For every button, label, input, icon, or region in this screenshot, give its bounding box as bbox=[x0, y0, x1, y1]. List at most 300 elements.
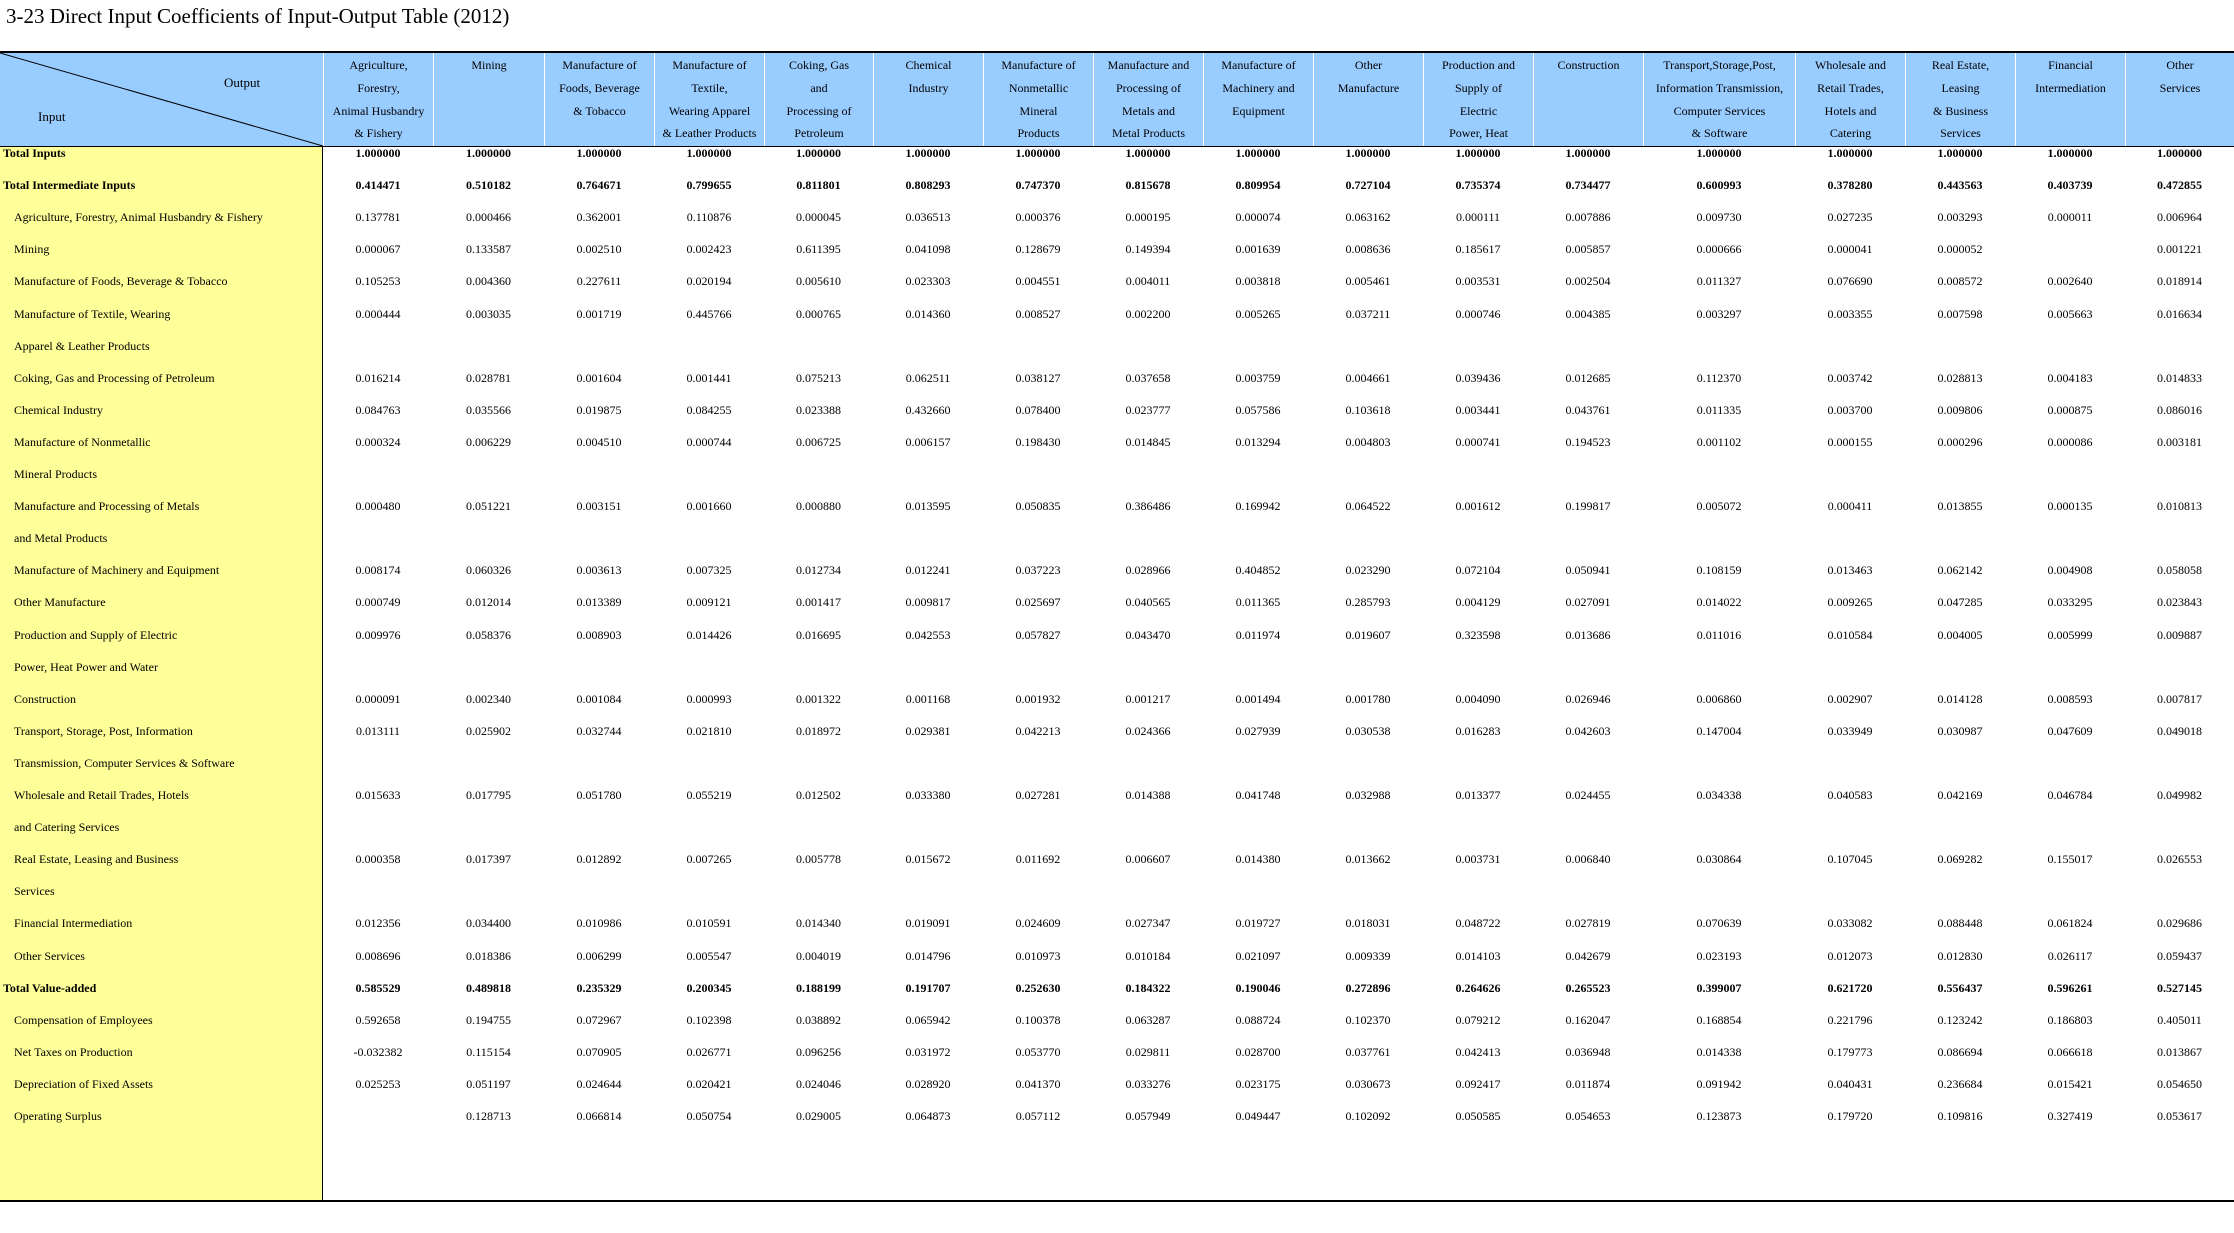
row-label: Total Value-added bbox=[3, 980, 97, 995]
table-cell: 0.088448 bbox=[1937, 916, 1983, 931]
table-cell: 0.027347 bbox=[1125, 916, 1171, 931]
row-label: Total Intermediate Inputs bbox=[3, 178, 136, 193]
table-cell: 0.018914 bbox=[2157, 274, 2202, 289]
table-cell: 0.000376 bbox=[1015, 210, 1061, 225]
table-cell: 0.014380 bbox=[1235, 852, 1281, 867]
table-cell: 0.014360 bbox=[905, 306, 951, 321]
column-header: Manufacture of Textile, Wearing Apparel & Leather Products bbox=[654, 53, 764, 146]
table-cell: 0.069282 bbox=[1937, 852, 1983, 867]
table-cell: 0.000091 bbox=[355, 691, 401, 706]
table-cell: 0.199817 bbox=[1565, 499, 1611, 514]
column-header: Manufacture and Processing of Metals and Metal Products bbox=[1093, 53, 1203, 146]
table-cell: 0.047609 bbox=[2047, 723, 2093, 738]
table-cell: 0.007265 bbox=[686, 852, 732, 867]
table-cell: 0.102398 bbox=[686, 1012, 732, 1027]
table-cell: 0.005461 bbox=[1345, 274, 1391, 289]
table-cell: 0.088724 bbox=[1235, 1012, 1281, 1027]
table-cell: 0.062511 bbox=[905, 370, 951, 385]
table-cell: 0.000746 bbox=[1455, 306, 1501, 321]
row-label: Manufacture and Processing of Metals bbox=[14, 499, 200, 514]
table-cell: 0.061824 bbox=[2047, 916, 2093, 931]
table-cell: 0.611395 bbox=[796, 242, 841, 257]
table-cell: 0.386486 bbox=[1125, 499, 1171, 514]
table-cell: 0.040565 bbox=[1125, 595, 1171, 610]
row-label: Other Manufacture bbox=[14, 595, 106, 610]
table-cell: 0.009887 bbox=[2157, 627, 2202, 642]
table-cell: 0.037211 bbox=[1345, 306, 1391, 321]
table-cell: 0.079212 bbox=[1455, 1012, 1501, 1027]
table-cell: 0.004661 bbox=[1345, 370, 1391, 385]
table-cell: 0.008572 bbox=[1937, 274, 1983, 289]
column-header: Mining bbox=[433, 53, 544, 146]
corner-header-cell bbox=[0, 53, 323, 146]
table-cell: 0.596261 bbox=[2047, 980, 2093, 995]
table-cell: 0.128713 bbox=[466, 1109, 511, 1123]
table-cell: 0.001719 bbox=[576, 306, 622, 321]
table-cell: 0.050835 bbox=[1015, 499, 1061, 514]
table-cell: 0.123242 bbox=[1937, 1012, 1983, 1027]
table-cell: 0.041748 bbox=[1235, 788, 1281, 802]
table-cell: 0.017795 bbox=[466, 788, 511, 802]
table-cell: 0.021097 bbox=[1235, 948, 1281, 963]
table-cell: 1.000000 bbox=[686, 146, 732, 160]
table-cell: 0.005265 bbox=[1235, 306, 1281, 321]
table-cell: 0.042413 bbox=[1455, 1044, 1501, 1059]
table-cell: 0.004908 bbox=[2047, 563, 2093, 578]
table-cell: 0.002510 bbox=[576, 242, 622, 257]
table-cell: 0.011974 bbox=[1235, 627, 1281, 642]
table-cell: 0.004183 bbox=[2047, 370, 2093, 385]
table-cell: 0.034400 bbox=[466, 916, 511, 931]
table-cell: 0.000880 bbox=[796, 499, 841, 514]
table-cell: 0.014103 bbox=[1455, 948, 1501, 963]
table-cell: 0.036948 bbox=[1565, 1044, 1611, 1059]
table-cell: 0.013867 bbox=[2157, 1044, 2202, 1059]
table-cell: 0.011335 bbox=[1696, 402, 1742, 417]
table-cell: 0.072104 bbox=[1455, 563, 1501, 578]
row-label: Coking, Gas and Processing of Petroleum bbox=[14, 370, 215, 385]
table-cell: 0.815678 bbox=[1125, 178, 1171, 193]
table-cell: 0.000993 bbox=[686, 691, 732, 706]
table-cell: 0.000875 bbox=[2047, 402, 2093, 417]
table-cell: 1.000000 bbox=[1455, 146, 1501, 160]
table-cell: 0.115154 bbox=[466, 1044, 511, 1059]
table-cell: 0.066618 bbox=[2047, 1044, 2093, 1059]
table-cell: 0.003151 bbox=[576, 499, 622, 514]
table-cell: 0.016214 bbox=[355, 370, 401, 385]
table-cell: 0.032988 bbox=[1345, 788, 1391, 802]
table-cell: 0.137781 bbox=[355, 210, 401, 225]
table-cell: 0.399007 bbox=[1696, 980, 1742, 995]
table-cell: 0.110876 bbox=[686, 210, 732, 225]
table-cell: 0.000195 bbox=[1125, 210, 1171, 225]
table-cell: 0.004090 bbox=[1455, 691, 1501, 706]
table-cell: 0.042169 bbox=[1937, 788, 1983, 802]
table-cell: 0.030987 bbox=[1937, 723, 1983, 738]
table-cell: 0.103618 bbox=[1345, 402, 1391, 417]
table-cell: 0.010813 bbox=[2157, 499, 2202, 514]
table-cell: 0.026946 bbox=[1565, 691, 1611, 706]
table-header bbox=[0, 53, 2234, 147]
table-cell: 0.405011 bbox=[2157, 1012, 2202, 1027]
table-cell: 0.004510 bbox=[576, 434, 622, 449]
table-cell: 0.006725 bbox=[796, 434, 841, 449]
table-cell: 0.010591 bbox=[686, 916, 732, 931]
table-cell: 0.009730 bbox=[1696, 210, 1742, 225]
table-cell: 0.015421 bbox=[2047, 1076, 2093, 1091]
table-cell: 0.000358 bbox=[355, 852, 401, 867]
column-header: Chemical Industry bbox=[873, 53, 983, 146]
table-cell: 0.054650 bbox=[2157, 1076, 2202, 1091]
row-label-column bbox=[0, 147, 323, 1200]
row-label: Manufacture of Nonmetallic bbox=[14, 434, 151, 449]
row-label: Manufacture of Textile, Wearing bbox=[14, 306, 171, 321]
table-cell: 0.001660 bbox=[686, 499, 732, 514]
table-cell: 0.265523 bbox=[1565, 980, 1611, 995]
column-header: Coking, Gas and Processing of Petroleum bbox=[764, 53, 873, 146]
table-cell: 0.057827 bbox=[1015, 627, 1061, 642]
table-cell: 0.000045 bbox=[796, 210, 841, 225]
table-cell: 0.011365 bbox=[1235, 595, 1281, 610]
table-cell: 0.063287 bbox=[1125, 1012, 1171, 1027]
table-cell: 0.285793 bbox=[1345, 595, 1391, 610]
table-cell: 0.086694 bbox=[1937, 1044, 1983, 1059]
row-label: Manufacture of Machinery and Equipment bbox=[14, 563, 220, 578]
table-cell: 0.600993 bbox=[1696, 178, 1742, 193]
table-cell: 0.004551 bbox=[1015, 274, 1061, 289]
table-cell: 0.012830 bbox=[1937, 948, 1983, 963]
table-cell: 0.190046 bbox=[1235, 980, 1281, 995]
table-cell: 0.040431 bbox=[1827, 1076, 1873, 1091]
table-cell: 0.028920 bbox=[905, 1076, 951, 1091]
table-cell: 0.038892 bbox=[796, 1012, 841, 1027]
table-cell: 0.006299 bbox=[576, 948, 622, 963]
table-cell: 0.001604 bbox=[576, 370, 622, 385]
row-label: Financial Intermediation bbox=[14, 916, 133, 931]
table-cell: 0.012356 bbox=[355, 916, 401, 931]
table-cell: 0.108159 bbox=[1696, 563, 1742, 578]
table-cell: 0.023193 bbox=[1696, 948, 1742, 963]
table-cell: 0.005547 bbox=[686, 948, 732, 963]
table-cell: 0.010986 bbox=[576, 916, 622, 931]
column-header: Agriculture, Forestry, Animal Husbandry & Fishery bbox=[323, 53, 433, 146]
column-header: Manufacture of Foods, Beverage & Tobacco bbox=[544, 53, 654, 146]
table-cell: 0.003293 bbox=[1937, 210, 1983, 225]
table-cell: 0.078400 bbox=[1015, 402, 1061, 417]
table-cell: 1.000000 bbox=[1235, 146, 1281, 160]
table-cell: 0.003035 bbox=[466, 306, 511, 321]
table-cell: 0.221796 bbox=[1827, 1012, 1873, 1027]
table-cell: 0.194523 bbox=[1565, 434, 1611, 449]
table-cell: 0.020421 bbox=[686, 1076, 732, 1091]
table-cell: 0.027281 bbox=[1015, 788, 1061, 802]
table-cell: 0.001168 bbox=[905, 691, 951, 706]
table-cell: 0.019727 bbox=[1235, 916, 1281, 931]
table-cell: 0.029811 bbox=[1125, 1044, 1171, 1059]
table-cell: 0.100378 bbox=[1015, 1012, 1061, 1027]
table-cell: 1.000000 bbox=[1827, 146, 1873, 160]
table-cell: 0.000466 bbox=[466, 210, 511, 225]
table-cell: 0.014340 bbox=[796, 916, 841, 931]
table-cell: 0.062142 bbox=[1937, 563, 1983, 578]
table-cell: 0.004360 bbox=[466, 274, 511, 289]
table-cell: 0.123873 bbox=[1696, 1109, 1742, 1123]
table-cell: 0.028813 bbox=[1937, 370, 1983, 385]
table-cell: 0.472855 bbox=[2157, 178, 2202, 193]
row-label: Construction bbox=[14, 691, 76, 706]
table-cell: 0.043761 bbox=[1565, 402, 1611, 417]
table-cell: 0.198430 bbox=[1015, 434, 1061, 449]
table-cell: 0.058376 bbox=[466, 627, 511, 642]
table-cell: 0.179773 bbox=[1827, 1044, 1873, 1059]
table-cell: 0.037761 bbox=[1345, 1044, 1391, 1059]
table-cell: 1.000000 bbox=[1565, 146, 1611, 160]
table-cell: 0.023388 bbox=[796, 402, 841, 417]
table-cell: 0.003355 bbox=[1827, 306, 1873, 321]
table-cell: 0.001102 bbox=[1696, 434, 1742, 449]
table-cell: 0.010973 bbox=[1015, 948, 1061, 963]
table-cell: 0.112370 bbox=[1696, 370, 1742, 385]
table-cell: 1.000000 bbox=[1125, 146, 1171, 160]
table-cell: 0.556437 bbox=[1937, 980, 1983, 995]
table-cell: 0.004011 bbox=[1125, 274, 1171, 289]
table-cell: 0.200345 bbox=[686, 980, 732, 995]
table-cell: 0.003759 bbox=[1235, 370, 1281, 385]
table-cell: 0.013855 bbox=[1937, 499, 1983, 514]
input-axis-label: Input bbox=[38, 109, 66, 124]
table-cell: 0.002423 bbox=[686, 242, 732, 257]
table-cell: 0.092417 bbox=[1455, 1076, 1501, 1091]
table-cell: 0.021810 bbox=[686, 723, 732, 738]
table-cell: 0.149394 bbox=[1125, 242, 1171, 257]
table-cell: 0.000744 bbox=[686, 434, 732, 449]
table-cell: 1.000000 bbox=[1937, 146, 1983, 160]
row-label: Mineral Products bbox=[14, 467, 97, 481]
table-cell: 0.404852 bbox=[1235, 563, 1281, 578]
table-cell: 0.063162 bbox=[1345, 210, 1391, 225]
table-cell: 0.014388 bbox=[1125, 788, 1171, 802]
table-cell: 0.621720 bbox=[1827, 980, 1873, 995]
table-cell: 0.050585 bbox=[1455, 1109, 1501, 1123]
row-label: Manufacture of Foods, Beverage & Tobacco bbox=[14, 274, 228, 289]
table-cell: 0.029381 bbox=[905, 723, 951, 738]
table-cell: 0.041098 bbox=[905, 242, 951, 257]
table-cell: 0.008696 bbox=[355, 948, 401, 963]
table-cell: 0.040583 bbox=[1827, 788, 1873, 802]
table-cell: 0.032744 bbox=[576, 723, 622, 738]
column-header: Manufacture of Nonmetallic Mineral Products bbox=[983, 53, 1093, 146]
table-cell: 0.023777 bbox=[1125, 402, 1171, 417]
table-cell: 0.000155 bbox=[1827, 434, 1873, 449]
table-cell: 0.064522 bbox=[1345, 499, 1391, 514]
table-cell: 0.194755 bbox=[466, 1012, 511, 1027]
table-cell: 0.264626 bbox=[1455, 980, 1501, 995]
table-cell: 0.057949 bbox=[1125, 1109, 1171, 1123]
table-cell: 0.025697 bbox=[1015, 595, 1061, 610]
table-cell: 0.051221 bbox=[466, 499, 511, 514]
table-cell: 0.008636 bbox=[1345, 242, 1391, 257]
table-cell: 0.000135 bbox=[2047, 499, 2093, 514]
table-cell: 0.003818 bbox=[1235, 274, 1281, 289]
table-cell: 0.000324 bbox=[355, 434, 401, 449]
table-cell: 0.035566 bbox=[466, 402, 511, 417]
table-cell: 0.227611 bbox=[576, 274, 622, 289]
row-label: Other Services bbox=[14, 948, 85, 963]
table-cell: 0.000296 bbox=[1937, 434, 1983, 449]
table-cell: 0.033295 bbox=[2047, 595, 2093, 610]
table-cell: 0.013662 bbox=[1345, 852, 1391, 867]
table-cell: 0.272896 bbox=[1345, 980, 1391, 995]
table-cell: 0.000749 bbox=[355, 595, 401, 610]
table-cell: 0.013686 bbox=[1565, 627, 1611, 642]
table-cell: 0.236684 bbox=[1937, 1076, 1983, 1091]
table-cell: 0.378280 bbox=[1827, 178, 1873, 193]
table-cell: 0.005778 bbox=[796, 852, 841, 867]
table-cell: 0.024046 bbox=[796, 1076, 841, 1091]
table-cell: 1.000000 bbox=[905, 146, 951, 160]
io-coefficient-table bbox=[0, 51, 2234, 1202]
row-label: Compensation of Employees bbox=[14, 1012, 153, 1027]
table-cell: 0.808293 bbox=[905, 178, 951, 193]
table-cell: 0.179720 bbox=[1827, 1109, 1873, 1123]
table-cell: 0.039436 bbox=[1455, 370, 1501, 385]
table-cell: 0.000041 bbox=[1827, 242, 1873, 257]
table-cell: 0.001639 bbox=[1235, 242, 1281, 257]
table-cell: 0.185617 bbox=[1455, 242, 1501, 257]
table-cell: 0.403739 bbox=[2047, 178, 2093, 193]
table-cell: 0.030673 bbox=[1345, 1076, 1391, 1091]
table-cell: 0.084763 bbox=[355, 402, 401, 417]
table-cell: 0.010184 bbox=[1125, 948, 1171, 963]
row-label: Real Estate, Leasing and Business bbox=[14, 852, 179, 867]
table-cell: 1.000000 bbox=[796, 146, 841, 160]
table-cell: 0.009817 bbox=[905, 595, 951, 610]
table-cell: 0.443563 bbox=[1937, 178, 1983, 193]
table-cell: 0.109816 bbox=[1937, 1109, 1983, 1123]
table-cell: 0.000067 bbox=[355, 242, 401, 257]
table-cell: 0.006229 bbox=[466, 434, 511, 449]
table-cell: 0.002340 bbox=[466, 691, 511, 706]
table-cell: 0.006840 bbox=[1565, 852, 1611, 867]
table-cell: 0.000074 bbox=[1235, 210, 1281, 225]
table-cell: 0.075213 bbox=[796, 370, 841, 385]
table-cell: 0.105253 bbox=[355, 274, 401, 289]
row-label: Transport, Storage, Post, Information bbox=[14, 723, 193, 738]
table-cell: 0.000741 bbox=[1455, 434, 1501, 449]
table-cell: 0.091942 bbox=[1696, 1076, 1742, 1091]
table-cell: 0.001217 bbox=[1125, 691, 1171, 706]
row-label: Total Inputs bbox=[3, 146, 66, 160]
row-label: Net Taxes on Production bbox=[14, 1044, 133, 1059]
table-cell: 0.027939 bbox=[1235, 723, 1281, 738]
table-cell: 0.034338 bbox=[1696, 788, 1742, 802]
table-cell: 0.001441 bbox=[686, 370, 732, 385]
table-cell: 0.811801 bbox=[796, 178, 841, 193]
table-cell: 0.799655 bbox=[686, 178, 732, 193]
table-cell: 0.003297 bbox=[1696, 306, 1742, 321]
table-cell: 0.012892 bbox=[576, 852, 622, 867]
table-cell: 0.000411 bbox=[1827, 499, 1873, 514]
page-title: 3-23 Direct Input Coefficients of Input-Output Table (2012) bbox=[6, 4, 510, 28]
table-cell: 0.018972 bbox=[796, 723, 841, 738]
table-cell: 0.009339 bbox=[1345, 948, 1391, 963]
table-cell: 0.005857 bbox=[1565, 242, 1611, 257]
column-header: Manufacture of Machinery and Equipment bbox=[1203, 53, 1313, 146]
table-cell: 0.003613 bbox=[576, 563, 622, 578]
table-cell: 0.007325 bbox=[686, 563, 732, 578]
table-cell: 0.060326 bbox=[466, 563, 511, 578]
table-cell: 0.013294 bbox=[1235, 434, 1281, 449]
table-cell: 0.527145 bbox=[2157, 980, 2202, 995]
table-cell: 0.003700 bbox=[1827, 402, 1873, 417]
table-cell: 0.033276 bbox=[1125, 1076, 1171, 1091]
table-cell: 0.011016 bbox=[1696, 627, 1742, 642]
table-cell: 0.051780 bbox=[576, 788, 622, 802]
table-cell: 0.004005 bbox=[1937, 627, 1983, 642]
table-cell: 0.049982 bbox=[2157, 788, 2202, 802]
table-cell: 0.000480 bbox=[355, 499, 401, 514]
table-cell: 0.323598 bbox=[1455, 627, 1501, 642]
table-cell: 0.057586 bbox=[1235, 402, 1281, 417]
table-cell: 0.169942 bbox=[1235, 499, 1281, 514]
table-cell: 0.001612 bbox=[1455, 499, 1501, 514]
column-header: Construction bbox=[1533, 53, 1643, 146]
row-label: Services bbox=[14, 884, 55, 899]
table-cell: 0.058058 bbox=[2157, 563, 2202, 578]
table-cell: 0.031972 bbox=[905, 1044, 951, 1059]
table-cell: 0.014426 bbox=[686, 627, 732, 642]
table-cell: 0.012073 bbox=[1827, 948, 1873, 963]
table-cell: 0.026553 bbox=[2157, 852, 2202, 867]
table-cell: 0.057112 bbox=[1015, 1109, 1061, 1123]
table-cell: 0.015633 bbox=[355, 788, 401, 802]
table-cell: 0.000052 bbox=[1937, 242, 1983, 257]
table-cell: 0.012014 bbox=[466, 595, 511, 610]
row-label: Depreciation of Fixed Assets bbox=[14, 1076, 153, 1091]
table-cell: 0.027819 bbox=[1565, 916, 1611, 931]
row-label: Power, Heat Power and Water bbox=[14, 659, 158, 674]
table-cell: 0.028781 bbox=[466, 370, 511, 385]
table-cell: 0.445766 bbox=[686, 306, 732, 321]
table-cell: 0.014845 bbox=[1125, 434, 1171, 449]
table-cell: 0.024366 bbox=[1125, 723, 1171, 738]
table-cell: 0.734477 bbox=[1565, 178, 1611, 193]
table-cell: 0.592658 bbox=[355, 1012, 401, 1027]
table-cell: 0.107045 bbox=[1827, 852, 1873, 867]
table-cell: 0.036513 bbox=[905, 210, 951, 225]
table-cell: 0.235329 bbox=[576, 980, 622, 995]
table-cell: 0.002907 bbox=[1827, 691, 1873, 706]
table-cell: 0.362001 bbox=[576, 210, 622, 225]
table-cell: 0.037658 bbox=[1125, 370, 1171, 385]
row-label: and Catering Services bbox=[14, 820, 120, 835]
column-header: Other Manufacture bbox=[1313, 53, 1423, 146]
table-cell: 0.252630 bbox=[1015, 980, 1061, 995]
table-cell: 0.001417 bbox=[796, 595, 841, 610]
table-cell: 0.028700 bbox=[1235, 1044, 1281, 1059]
table-cell: 0.033082 bbox=[1827, 916, 1873, 931]
table-cell: 0.027091 bbox=[1565, 595, 1611, 610]
row-label: Apparel & Leather Products bbox=[14, 338, 150, 353]
table-cell: 0.016283 bbox=[1455, 723, 1501, 738]
table-cell: 0.038127 bbox=[1015, 370, 1061, 385]
table-cell: 0.001322 bbox=[796, 691, 841, 706]
table-cell: 0.023290 bbox=[1345, 563, 1391, 578]
table-cell: 0.186803 bbox=[2047, 1012, 2093, 1027]
table-cell: 0.004019 bbox=[796, 948, 841, 963]
row-label: Chemical Industry bbox=[14, 402, 103, 417]
table-cell: 0.029005 bbox=[796, 1109, 841, 1123]
